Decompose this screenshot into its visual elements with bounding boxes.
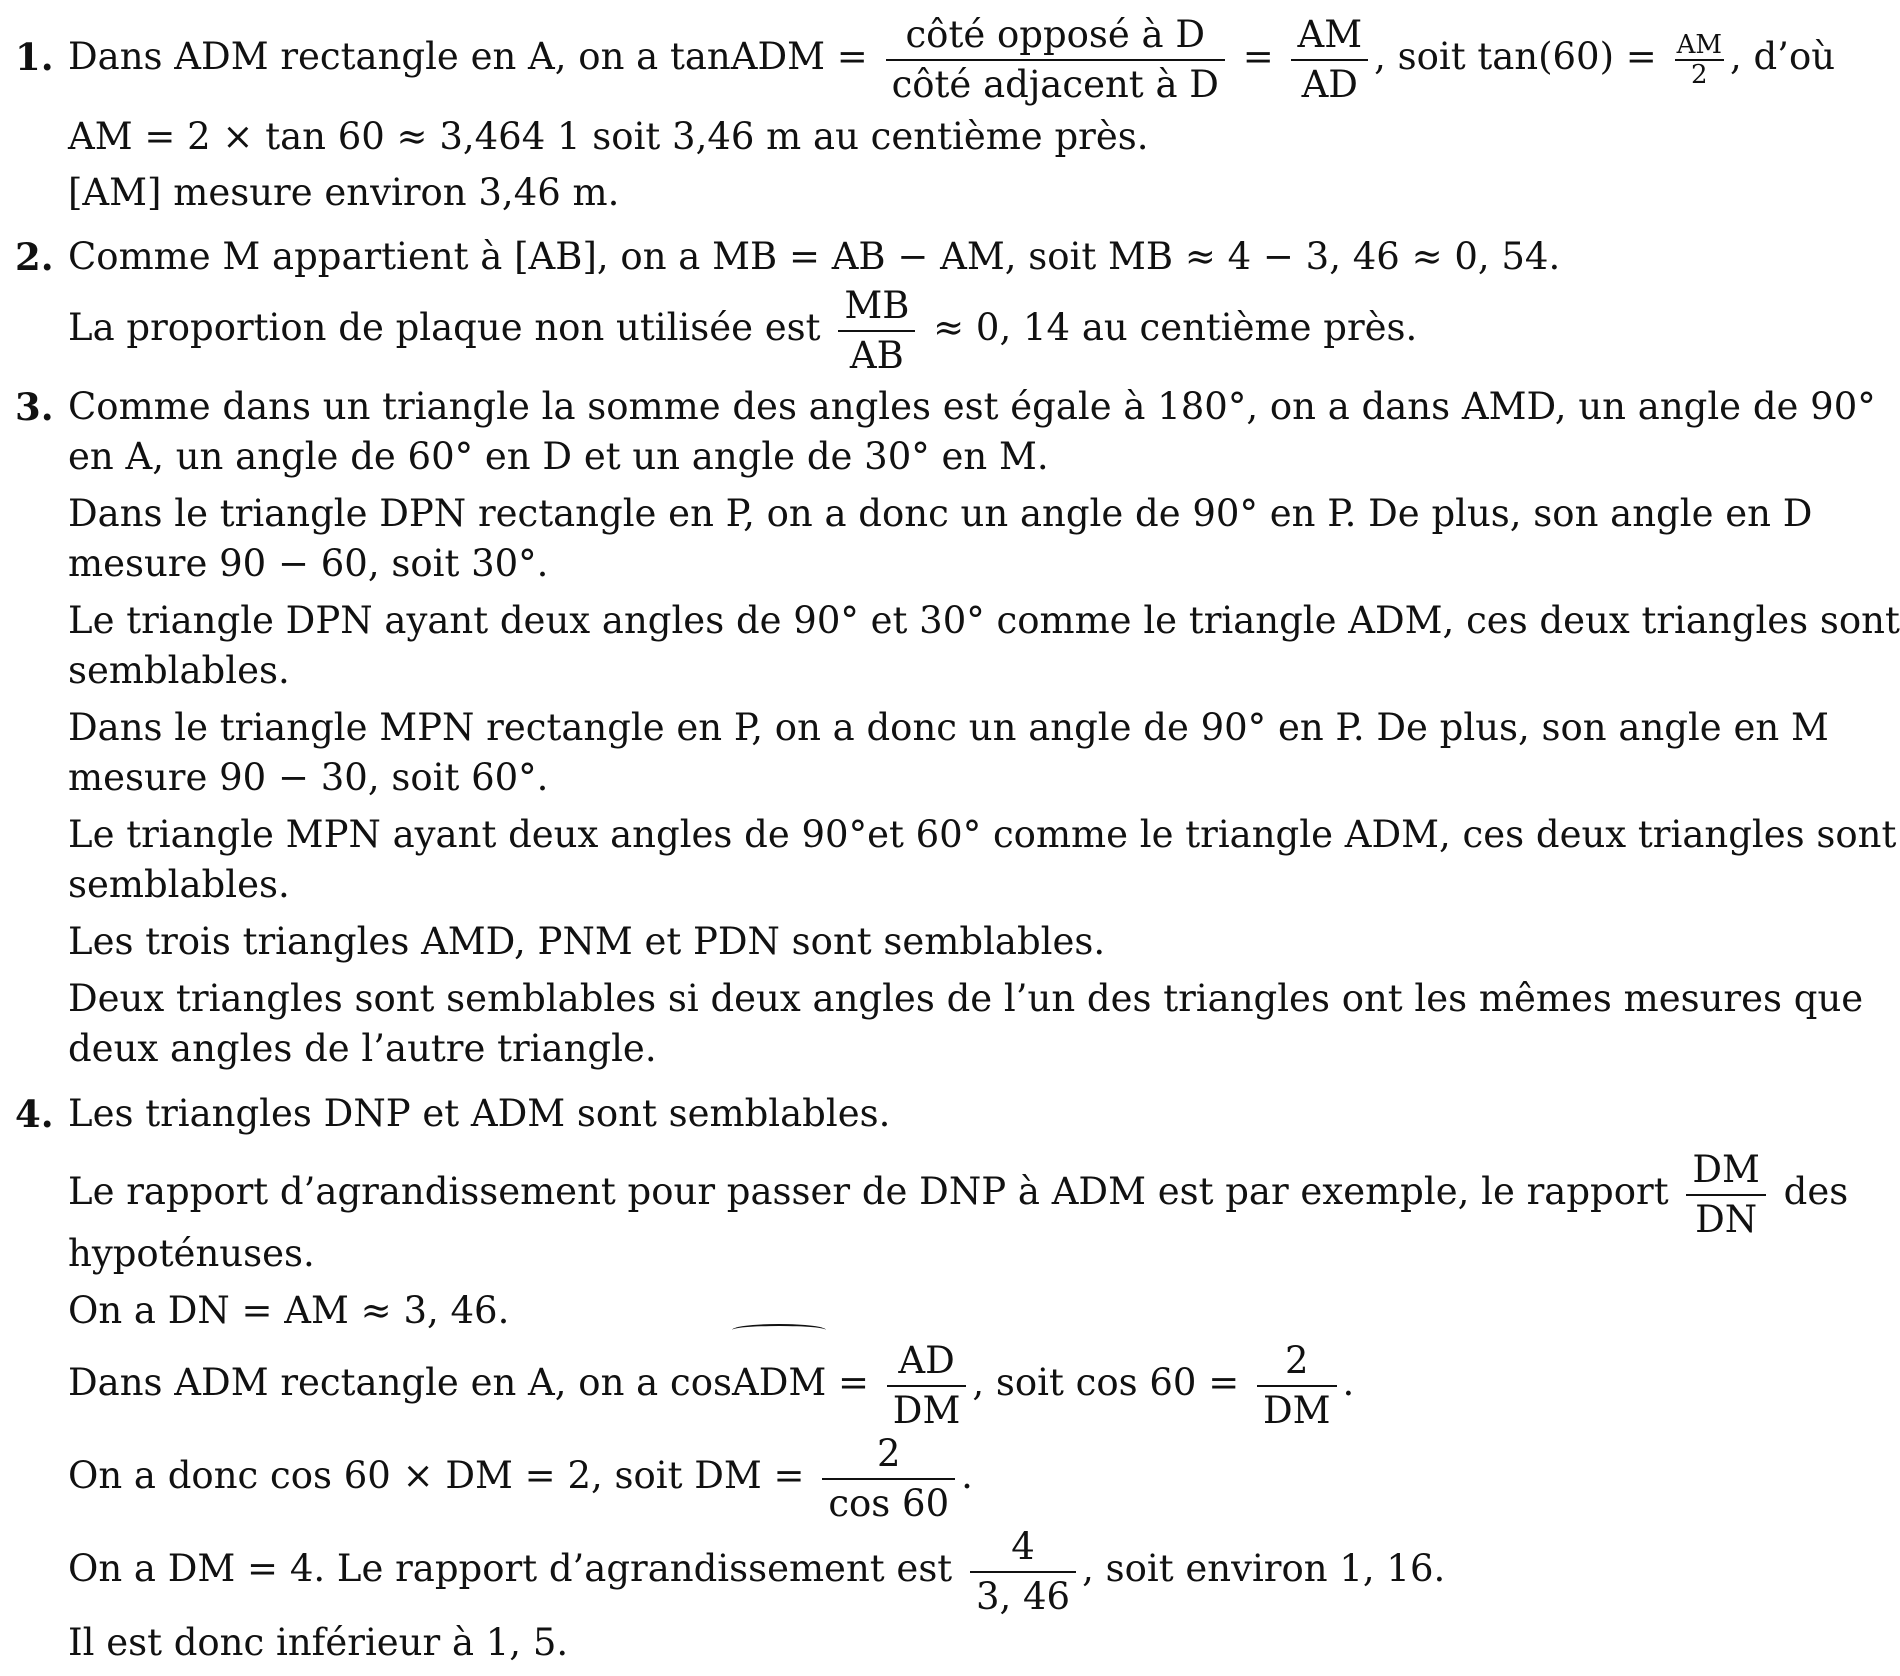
- item3-line10: semblables.: [68, 863, 290, 906]
- item-number-4: 4.: [15, 1092, 54, 1136]
- item2-text-a: La proportion de plaque non utilisée est: [68, 306, 821, 349]
- fraction-denominator: 3, 46: [970, 1571, 1076, 1621]
- fraction-numerator: MB: [844, 283, 910, 327]
- item1-line3: [AM] mesure environ 3,46 m.: [68, 171, 620, 214]
- angle-adm-hat: ADM: [732, 1330, 826, 1436]
- fraction-denominator: 2: [1675, 59, 1724, 89]
- item4-line4: On a DN = AM ≈ 3, 46.: [68, 1289, 510, 1332]
- fraction-denominator: DM: [1257, 1385, 1337, 1435]
- item1-line2: AM = 2 × tan 60 ≈ 3,464 1 soit 3,46 m au centième près.: [68, 115, 1149, 158]
- item1-line1: [68, 0, 1835, 114]
- item4-text-e: .: [1342, 1361, 1355, 1404]
- fraction-numerator: 2: [876, 1431, 901, 1475]
- item-number-2: 2.: [15, 235, 54, 279]
- item4-line1: Les triangles DNP et ADM sont semblables.: [68, 1092, 891, 1135]
- item1-text-c: , d’où: [1729, 35, 1836, 78]
- item3-line6: semblables.: [68, 649, 290, 692]
- item3-line1: Comme dans un triangle la somme des angles est égale à 180°, on a dans AMD, un angle de 90°: [68, 385, 1876, 428]
- fraction-denominator: cos 60: [822, 1478, 955, 1528]
- item3-line12: Deux triangles sont semblables si deux angles de l’un des triangles ont les mêmes mesures que: [68, 977, 1864, 1020]
- item4-text-h: On a DM = 4. Le rapport d’agrandissement est: [68, 1547, 953, 1590]
- fraction-ad-dm: [887, 1337, 967, 1435]
- fraction-4-346: [970, 1523, 1076, 1621]
- item2-line1: Comme M appartient à [AB], on a MB = AB − AM, soit MB ≈ 4 − 3, 46 ≈ 0, 54.: [68, 235, 1561, 278]
- fraction-mb-ab: [838, 282, 915, 380]
- item1-eq1: =: [825, 35, 880, 78]
- item3-line11: Les trois triangles AMD, PNM et PDN sont semblables.: [68, 920, 1106, 963]
- item4-text-b: des: [1783, 1170, 1849, 1213]
- item4-line7: [68, 1516, 1445, 1622]
- fraction-am-2: [1675, 31, 1724, 89]
- item-number-1: 1.: [15, 35, 54, 79]
- item1-text-b: , soit tan(60) =: [1374, 35, 1669, 78]
- fraction-dm-dn: [1686, 1146, 1766, 1244]
- item3-line4: mesure 90 − 60, soit 30°.: [68, 542, 549, 585]
- item4-text-i: , soit environ 1, 16.: [1082, 1547, 1446, 1590]
- item3-line5: Le triangle DPN ayant deux angles de 90° et 30° comme le triangle ADM, ces deux triangles sont: [68, 599, 1900, 642]
- fraction-2-cos60: [822, 1430, 955, 1528]
- item2-text-b: ≈ 0, 14 au centième près.: [933, 306, 1418, 349]
- item4-line8: Il est donc inférieur à 1, 5.: [68, 1621, 569, 1664]
- item3-line3: Dans le triangle DPN rectangle en P, on a donc un angle de 90° en P. De plus, son angle en D: [68, 492, 1813, 535]
- item3-line9: Le triangle MPN ayant deux angles de 90°et 60° comme le triangle ADM, ces deux triangles sont: [68, 813, 1897, 856]
- fraction-numerator: DM: [1692, 1147, 1760, 1191]
- fraction-denominator: côté adjacent à D: [886, 59, 1225, 109]
- angle-adm-hat: ADM: [731, 0, 825, 114]
- fraction-denominator: DN: [1686, 1194, 1766, 1244]
- fraction-denominator: AD: [1291, 59, 1368, 109]
- item4-eq: =: [826, 1361, 881, 1404]
- item4-text-c: Dans ADM rectangle en A, on a cos: [68, 1361, 732, 1404]
- fraction-numerator: 2: [1284, 1338, 1309, 1382]
- item4-text-d: , soit cos 60 =: [972, 1361, 1251, 1404]
- item-number-3: 3.: [15, 385, 54, 429]
- item4-text-f: On a donc cos 60 × DM = 2, soit DM =: [68, 1454, 817, 1497]
- fraction-denominator: AB: [838, 330, 915, 380]
- fraction-denominator: DM: [887, 1385, 967, 1435]
- fraction-numerator: 4: [1011, 1524, 1035, 1568]
- item4-line6: [68, 1423, 973, 1529]
- item4-line5: [68, 1330, 1354, 1436]
- item3-line7: Dans le triangle MPN rectangle en P, on a donc un angle de 90° en P. De plus, son angle en M: [68, 706, 1829, 749]
- fraction-numerator: côté opposé à D: [905, 12, 1206, 56]
- item1-text-a: Dans ADM rectangle en A, on a tan: [68, 35, 731, 78]
- item3-line8: mesure 90 − 30, soit 60°.: [68, 756, 549, 799]
- fraction-numerator: AM: [1676, 29, 1722, 60]
- item2-line2: [68, 276, 1417, 380]
- item1-eq2: =: [1230, 35, 1286, 78]
- item3-line2: en A, un angle de 60° en D et un angle de 30° en M.: [68, 435, 1049, 478]
- item3-line13: deux angles de l’autre triangle.: [68, 1027, 657, 1070]
- fraction-numerator: AM: [1297, 12, 1363, 56]
- item4-text-g: .: [961, 1454, 973, 1497]
- fraction-numerator: AD: [898, 1338, 955, 1382]
- item4-text-a: Le rapport d’agrandissement pour passer de DNP à ADM est par exemple, le rapport: [68, 1170, 1669, 1213]
- fraction-am-ad: [1291, 11, 1368, 109]
- fraction-2-dm: [1257, 1337, 1337, 1435]
- item4-line3: hypoténuses.: [68, 1232, 315, 1275]
- fraction-cote-oppose-adjacent: [886, 11, 1225, 109]
